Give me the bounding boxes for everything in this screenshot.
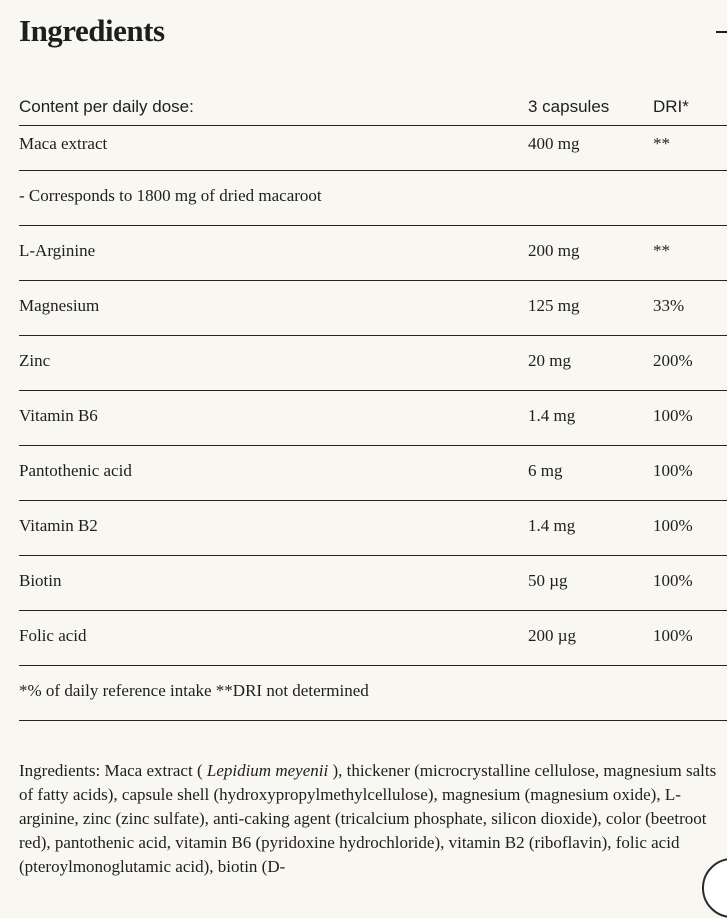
nutrient-dri: ** xyxy=(653,134,670,153)
nutrient-name: Maca extract xyxy=(19,134,108,153)
nutrient-name: L-Arginine xyxy=(19,241,96,260)
table-row xyxy=(19,336,727,391)
table-row xyxy=(19,226,727,281)
nutrient-name: Biotin xyxy=(19,571,62,590)
collapse-button[interactable] xyxy=(713,21,727,41)
ingredients-prefix: Ingredients: Maca extract ( xyxy=(19,761,207,780)
header-dri: DRI* xyxy=(653,97,689,116)
nutrient-amount: 6 mg xyxy=(528,461,563,480)
nutrient-amount: 20 mg xyxy=(528,351,571,370)
table-row xyxy=(19,171,727,226)
table-row xyxy=(19,281,727,336)
nutrient-dri: 33% xyxy=(653,296,685,315)
table-footnote-row xyxy=(19,666,727,721)
nutrient-name: - Corresponds to 1800 mg of dried macaroot xyxy=(19,186,322,205)
nutrient-dri: 100% xyxy=(653,461,693,480)
nutrient-name: Vitamin B2 xyxy=(19,516,98,535)
section-title: Ingredients xyxy=(19,13,165,48)
nutrient-name: Folic acid xyxy=(19,626,87,645)
minus-icon xyxy=(716,31,727,33)
header-amount: 3 capsules xyxy=(528,97,610,116)
nutrient-name: Pantothenic acid xyxy=(19,461,132,480)
nutrition-table xyxy=(19,86,727,721)
nutrient-amount: 200 mg xyxy=(528,241,580,260)
nutrient-name: Zinc xyxy=(19,351,51,370)
table-row xyxy=(19,446,727,501)
nutrient-amount: 125 mg xyxy=(528,296,580,315)
table-row xyxy=(19,556,727,611)
nutrient-dri: 100% xyxy=(653,571,693,590)
nutrient-name: Magnesium xyxy=(19,296,100,315)
nutrient-amount: 1.4 mg xyxy=(528,406,576,425)
nutrient-dri: ** xyxy=(653,241,670,260)
nutrient-amount: 1.4 mg xyxy=(528,516,576,535)
ingredients-rest: ), thickener (microcrystalline cellulose, magnesium salts of fatty acids), capsule shell (hydroxypropylmethylcellulose), magnesium (magnesium oxide), L-arginine, zinc (zinc sulfate), anti-caking agent (tricalcium phosphate, silicon dioxide), color (beetroot red), pantothenic acid, vitamin B6 (pyridoxine hydrochloride), vitamin B2 (riboflavin), folic acid (pteroylmonoglutamic acid), biotin (D- xyxy=(19,761,717,876)
nutrient-dri: 100% xyxy=(653,626,693,645)
nutrient-amount: 400 mg xyxy=(528,134,580,153)
header-content: Content per daily dose: xyxy=(19,97,194,116)
nutrient-amount: 200 µg xyxy=(528,626,577,645)
table-footnote: *% of daily reference intake **DRI not determined xyxy=(19,681,369,700)
table-row xyxy=(19,391,727,446)
table-header-row xyxy=(19,86,727,126)
ingredients-text xyxy=(19,759,727,879)
ingredients-latin-name: Lepidium meyenii xyxy=(206,761,329,780)
nutrient-dri: 100% xyxy=(653,406,693,425)
table-row xyxy=(19,501,727,556)
table-row xyxy=(19,126,727,171)
nutrient-dri: 200% xyxy=(653,351,693,370)
nutrient-dri: 100% xyxy=(653,516,693,535)
nutrient-name: Vitamin B6 xyxy=(19,406,98,425)
nutrient-amount: 50 µg xyxy=(528,571,568,590)
table-row xyxy=(19,611,727,666)
